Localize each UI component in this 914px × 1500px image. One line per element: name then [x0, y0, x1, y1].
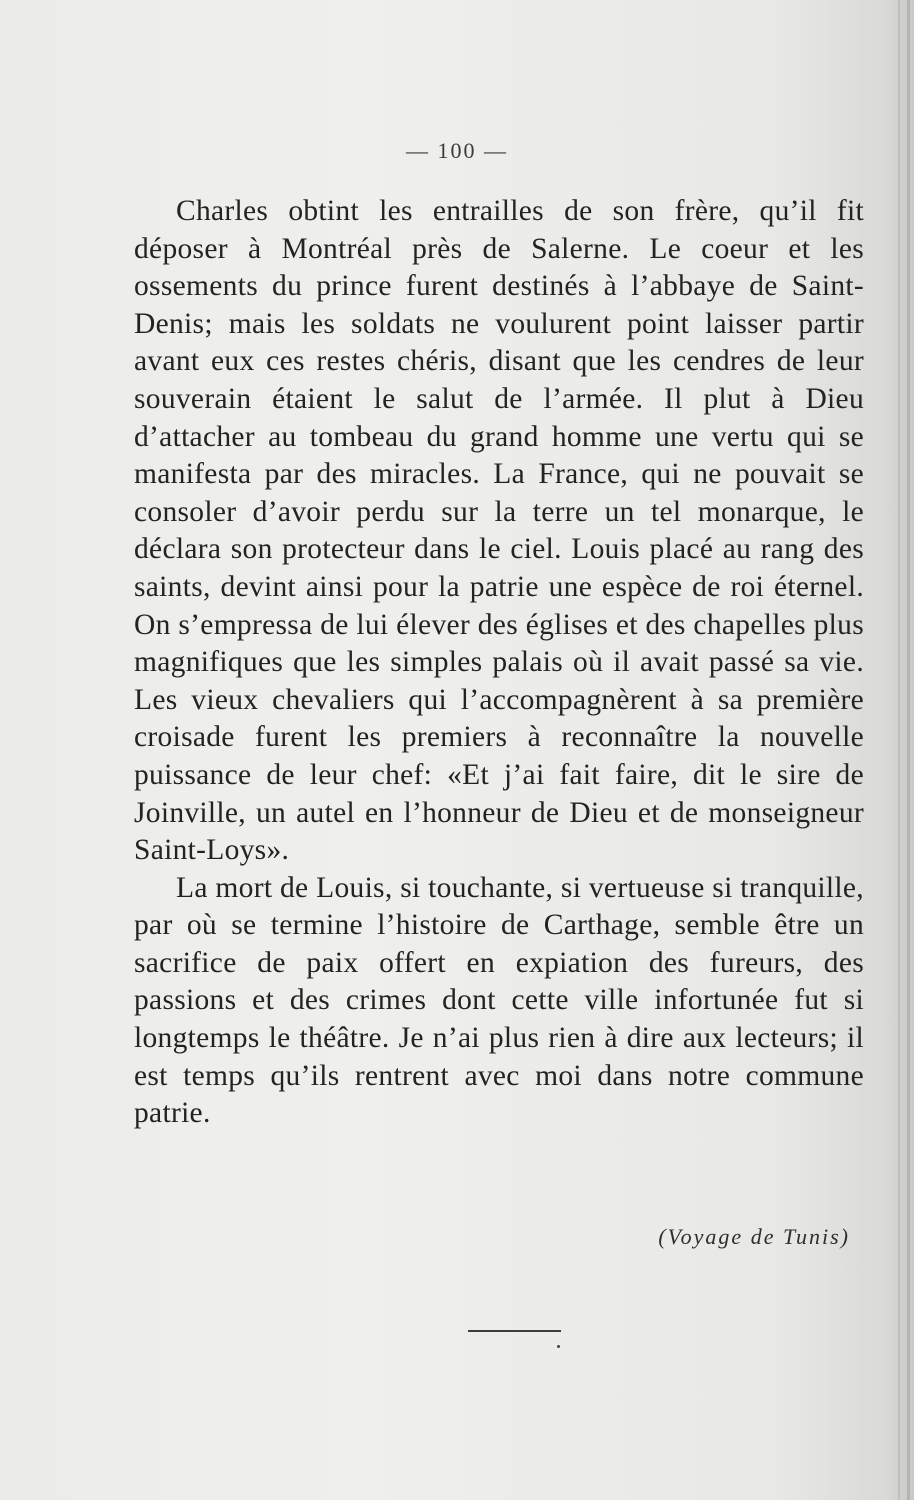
- source-citation: (Voyage de Tunis): [658, 1224, 850, 1249]
- end-rule-divider: [468, 1330, 561, 1332]
- paragraph-2: La mort de Louis, si touchante, si vertueuse si tranquille, par où se termine l’histoire de Carthage, semble être un sacrifice de paix offert en expiation des fureurs, des passions et des crimes dont cette ville infortunée fut si longtemps le théâtre. Je n’ai plus rien à dire aux lecteurs; il est temps qu’ils rentrent avec moi dans notre commune patrie.: [134, 871, 864, 1130]
- page-edge-shadow-outer: [907, 0, 910, 1500]
- paragraph-1: Charles obtint les entrailles de son frère, qu’il fit déposer à Montréal près de Salerne. Le coeur et les ossements du prince furent destinés à l’abbaye de Saint-Denis; mais les soldats ne voulurent point laisser partir avant eux ces restes chéris, disant que les cendres de leur souverain étaient le salut de l’armée. Il plut à Dieu d’attacher au tombeau du grand homme une vertu qui se manifesta par des miracles. La France, qui ne pouvait se consoler d’avoir perdu sur la terre un tel monarque, le déclara son protecteur dans le ciel. Louis placé au rang des saints, devint ainsi pour la patrie une espèce de roi éternel. On s’empressa de lui élever des églises et des chapelles plus magnifiques que les simples palais où il avait passé sa vie. Les vieux chevaliers qui l’accompagnèrent à sa première croisade furent les premiers à reconnaître la nouvelle puissance de leur chef: «Et j’ai fait faire, dit le sire de Joinville, un autel en l’honneur de Dieu et de monseigneur Saint-Loys».: [134, 195, 864, 867]
- body-text: [134, 193, 864, 1133]
- page-edge-shadow: [898, 0, 900, 1500]
- end-rule-dot: [557, 1345, 560, 1348]
- page-number: — 100 —: [406, 138, 508, 163]
